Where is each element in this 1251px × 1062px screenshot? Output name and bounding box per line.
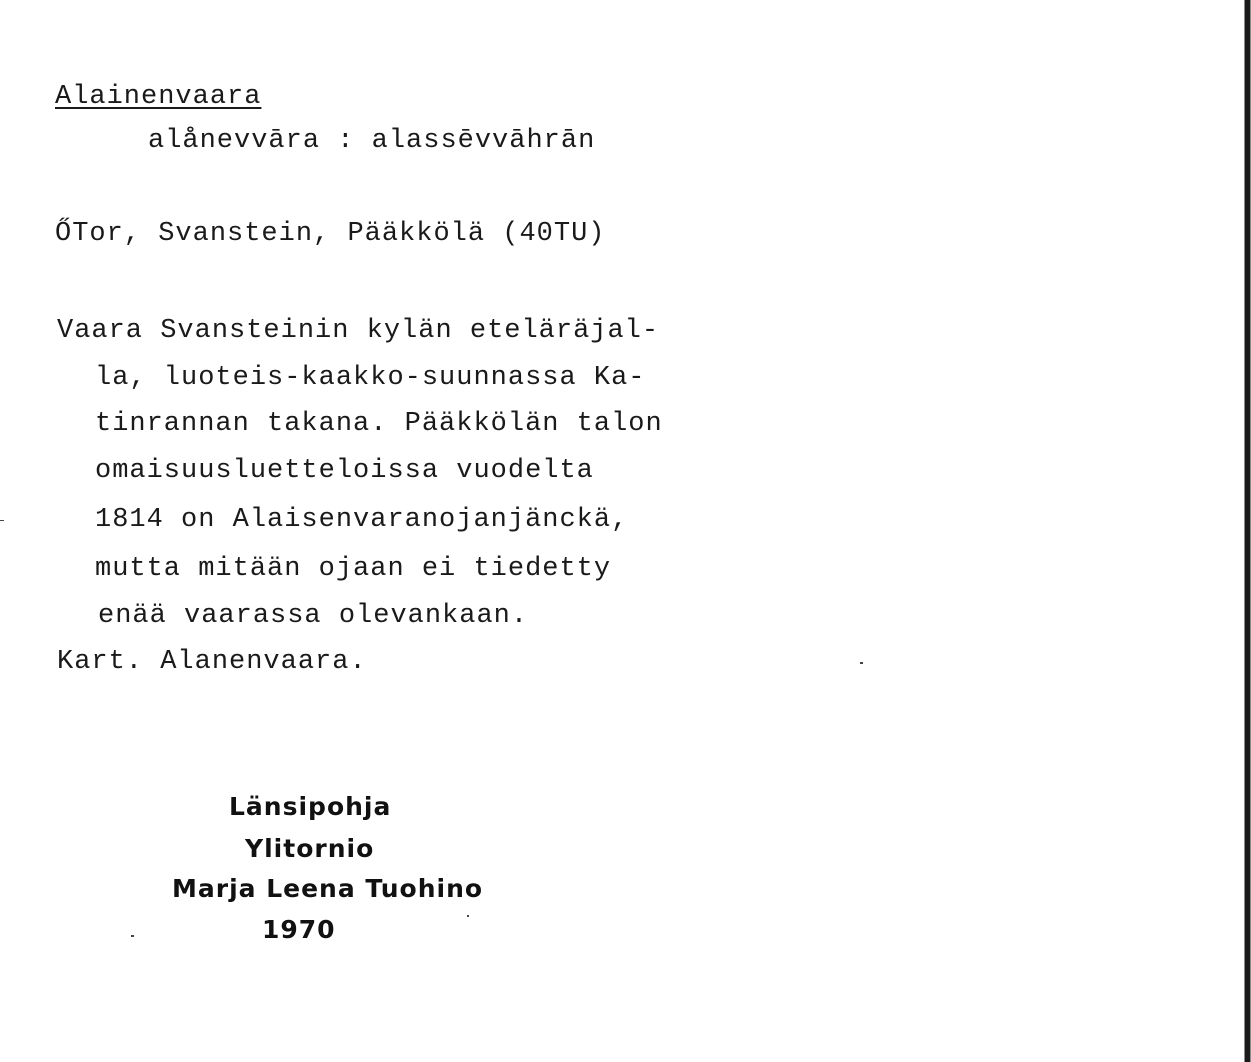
description-line-5: 1814 on Alaisenvaranojanjänckä,: [95, 505, 629, 535]
description-line-6: mutta mitään ojaan ei tiedetty: [95, 554, 612, 584]
map-reference-line: Kart. Alanenvaara.: [57, 647, 367, 677]
stamp-collector: Marja Leena Tuohino: [172, 874, 484, 903]
scan-speck: [0, 520, 4, 521]
scan-speck: [467, 915, 469, 917]
card-edge-shadow: [1241, 0, 1251, 1062]
stamp-year: 1970: [262, 915, 336, 944]
scan-speck: [131, 935, 134, 937]
description-line-3: tinrannan takana. Pääkkölän talon: [95, 409, 663, 439]
stamp-region: Länsipohja: [229, 792, 392, 821]
description-line-4: omaisuusluetteloissa vuodelta: [95, 456, 594, 486]
source-reference: ŐTor, Svanstein, Pääkkölä (40TU): [55, 219, 606, 249]
stamp-parish: Ylitornio: [245, 834, 375, 863]
description-line-7: enää vaarassa olevankaan.: [98, 601, 529, 631]
pronunciation: alånevvāra : alassēvvāhrān: [148, 126, 596, 156]
headword: Alainenvaara: [55, 82, 262, 112]
scan-speck: [860, 662, 863, 664]
description-line-1: Vaara Svansteinin kylän eteläräjal-: [57, 316, 660, 346]
description-line-2: la, luoteis-kaakko-suunnassa Ka-: [95, 363, 646, 393]
